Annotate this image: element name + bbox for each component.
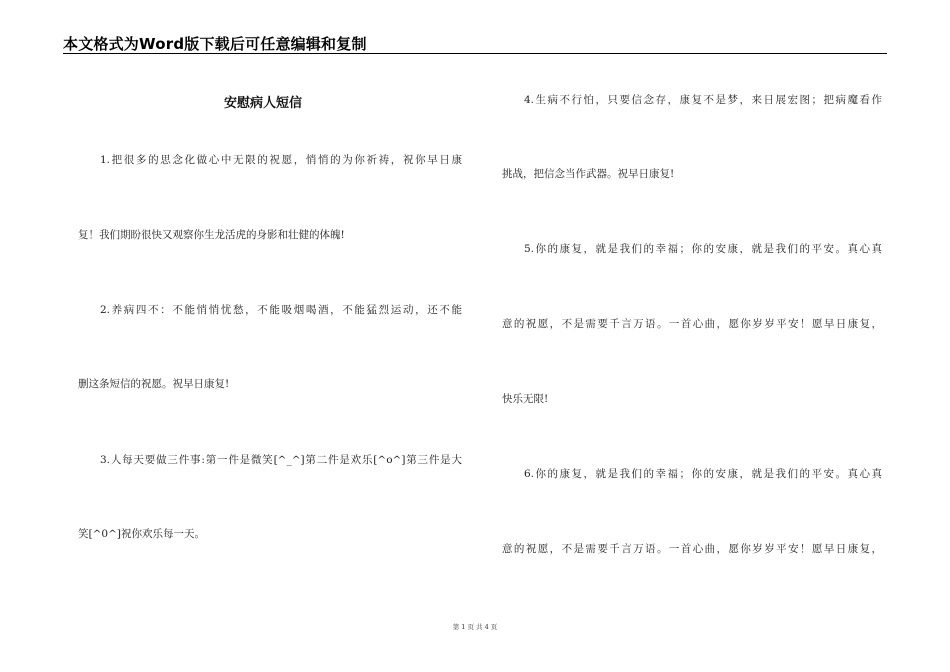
paragraph-line: 意的祝愿，不是需要千言万语。一首心曲，愿你岁岁平安！愿早日康复， bbox=[502, 318, 882, 330]
paragraph-line: 挑战，把信念当作武器。祝早日康复! bbox=[502, 168, 675, 180]
document-banner: 本文格式为Word版下载后可任意编辑和复制 bbox=[63, 35, 367, 53]
paragraph-line: 复！我们期盼很快又观察你生龙活虎的身影和壮健的体魄! bbox=[78, 229, 345, 241]
paragraph-line: 意的祝愿，不是需要千言万语。一首心曲，愿你岁岁平安！愿早日康复， bbox=[502, 543, 882, 555]
page-number: 第 1 页 共 4 页 bbox=[452, 623, 498, 631]
paragraph-line: 2.养病四不：不能悄悄忧愁，不能吸烟喝酒，不能猛烈运动，还不能 bbox=[100, 304, 462, 316]
paragraph-line: 5.你的康复，就是我们的幸福；你的安康，就是我们的平安。真心真 bbox=[524, 243, 882, 255]
paragraph-line: 6.你的康复，就是我们的幸福；你的安康，就是我们的平安。真心真 bbox=[524, 468, 882, 480]
document-title: 安慰病人短信 bbox=[223, 96, 302, 111]
paragraph-line: 快乐无限! bbox=[502, 393, 549, 405]
paragraph-line: 3.人每天要做三件事:第一件是微笑[^_^]第二件是欢乐[^o^]第三件是大 bbox=[100, 454, 462, 466]
paragraph-line: 删这条短信的祝愿。祝早日康复! bbox=[78, 378, 230, 390]
paragraph-line: 笑[^0^]祝你欢乐每一天。 bbox=[78, 528, 205, 540]
header-divider bbox=[63, 53, 887, 54]
paragraph-line: 1.把很多的思念化做心中无限的祝愿，悄悄的为你祈祷，祝你早日康 bbox=[100, 154, 462, 166]
paragraph-line: 4.生病不行怕，只要信念存，康复不是梦，来日展宏图；把病魔看作 bbox=[524, 94, 882, 106]
